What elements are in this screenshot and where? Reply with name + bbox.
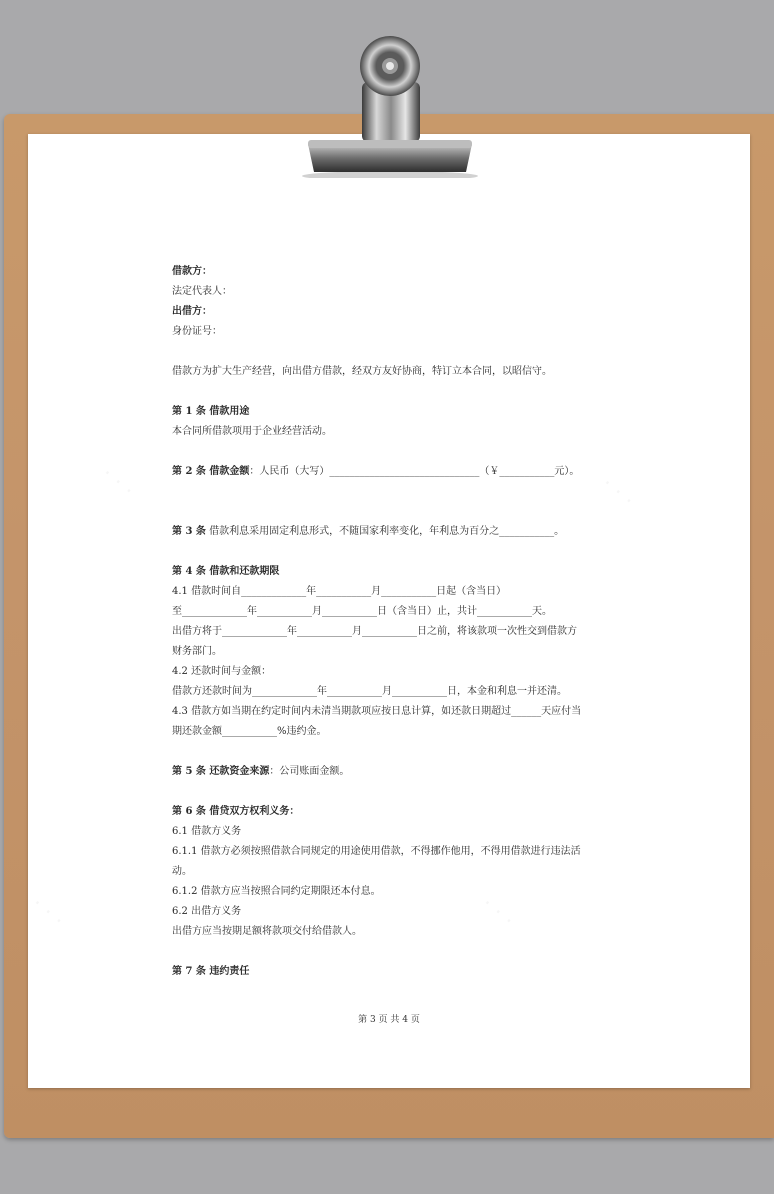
document-line: [172, 962, 642, 982]
line-text: 借款方还款时间为_____________年___________月___________日，本金和利息一并还清。: [172, 686, 567, 697]
document-line: [172, 422, 642, 442]
document-line: [172, 562, 642, 582]
document-line: [172, 462, 642, 482]
line-heading: 第 6 条 借贷双方权利义务：: [172, 806, 300, 817]
document-line: [172, 322, 642, 342]
document-line: [172, 262, 642, 282]
document-line: [172, 602, 642, 622]
line-heading: 借款方：: [172, 266, 212, 277]
line-text: 期还款金额___________%违约金。: [172, 726, 327, 737]
line-text: 借款方为扩大生产经营，向出借方借款，经双方友好协商，特订立本合同，以昭信守。: [172, 366, 552, 377]
line-text: 法定代表人：: [172, 286, 232, 297]
document-line: [172, 722, 642, 742]
document-line: [172, 362, 642, 382]
document-line: [172, 302, 642, 322]
line-text: 4.1 借款时间自_____________年___________月___________日起（含当日）: [172, 586, 507, 597]
document-line: [172, 402, 642, 422]
document-line: [172, 282, 642, 302]
line-text: 身份证号：: [172, 326, 222, 337]
document-line: [172, 862, 642, 882]
line-text: 至_____________年___________月___________日（含当日）止，共计___________天。: [172, 606, 552, 617]
document-line: [172, 642, 642, 662]
line-text: 出借方应当按期足额将款项交付给借款人。: [172, 926, 362, 937]
document-line: [172, 902, 642, 922]
line-heading: 第 3 条: [172, 526, 206, 537]
line-text: 6.1.2 借款方应当按照合同约定期限还本付息。: [172, 886, 381, 897]
blank-line: [172, 342, 642, 362]
line-heading: 第 5 条 还款资金来源: [172, 766, 270, 777]
line-text: 6.2 出借方义务: [172, 906, 242, 917]
blank-line: [172, 542, 642, 562]
line-heading: 第 1 条 借款用途: [172, 406, 250, 417]
blank-line: [172, 382, 642, 402]
line-text: 财务部门。: [172, 646, 222, 657]
document-line: [172, 682, 642, 702]
document-line: [172, 922, 642, 942]
line-text: 6.1 借款方义务: [172, 826, 242, 837]
blank-line: [172, 942, 642, 962]
document-line: [172, 702, 642, 722]
line-heading: 第 2 条 借款金额: [172, 466, 250, 477]
document-line: [172, 842, 642, 862]
document-line: [172, 822, 642, 842]
document-line: [172, 522, 642, 542]
line-heading: 第 4 条 借款和还款期限: [172, 566, 280, 577]
page-number: 第 3 页 共 4 页: [358, 1015, 420, 1025]
line-text: 动。: [172, 866, 192, 877]
blank-line: [172, 742, 642, 762]
line-text: ：公司账面金额。: [269, 766, 350, 777]
document-line: [172, 582, 642, 602]
document-line: [172, 662, 642, 682]
blank-line: [172, 782, 642, 802]
line-text: 本合同所借款项用于企业经营活动。: [172, 426, 332, 437]
line-text: 4.2 还款时间与金额：: [172, 666, 272, 677]
line-heading: 第 7 条 违约责任: [172, 966, 250, 977]
line-text: 6.1.1 借款方必须按照借款合同规定的用途使用借款，不得挪作他用，不得用借款进行违法活: [172, 846, 581, 857]
blank-line: [172, 502, 642, 522]
blank-line: [172, 442, 642, 462]
line-text: 借款利息采用固定利息形式，不随国家利率变化，年利息为百分之___________。: [205, 526, 565, 537]
document-line: [172, 762, 642, 782]
line-text: ：人民币（大写）______________________________（￥___________元）。: [249, 466, 580, 477]
line-heading: 出借方：: [172, 306, 212, 317]
binder-clip-icon: [300, 26, 480, 178]
contract-text: [172, 262, 642, 982]
line-text: 4.3 借款方如当期在约定时间内未清当期款项应按日息计算，如还款日期超过______天应付当: [172, 706, 582, 717]
document-line: [172, 882, 642, 902]
line-text: 出借方将于_____________年___________月___________日之前，将该款项一次性交到借款方: [172, 626, 577, 637]
document-line: [172, 802, 642, 822]
blank-line: [172, 482, 642, 502]
document-line: [172, 622, 642, 642]
